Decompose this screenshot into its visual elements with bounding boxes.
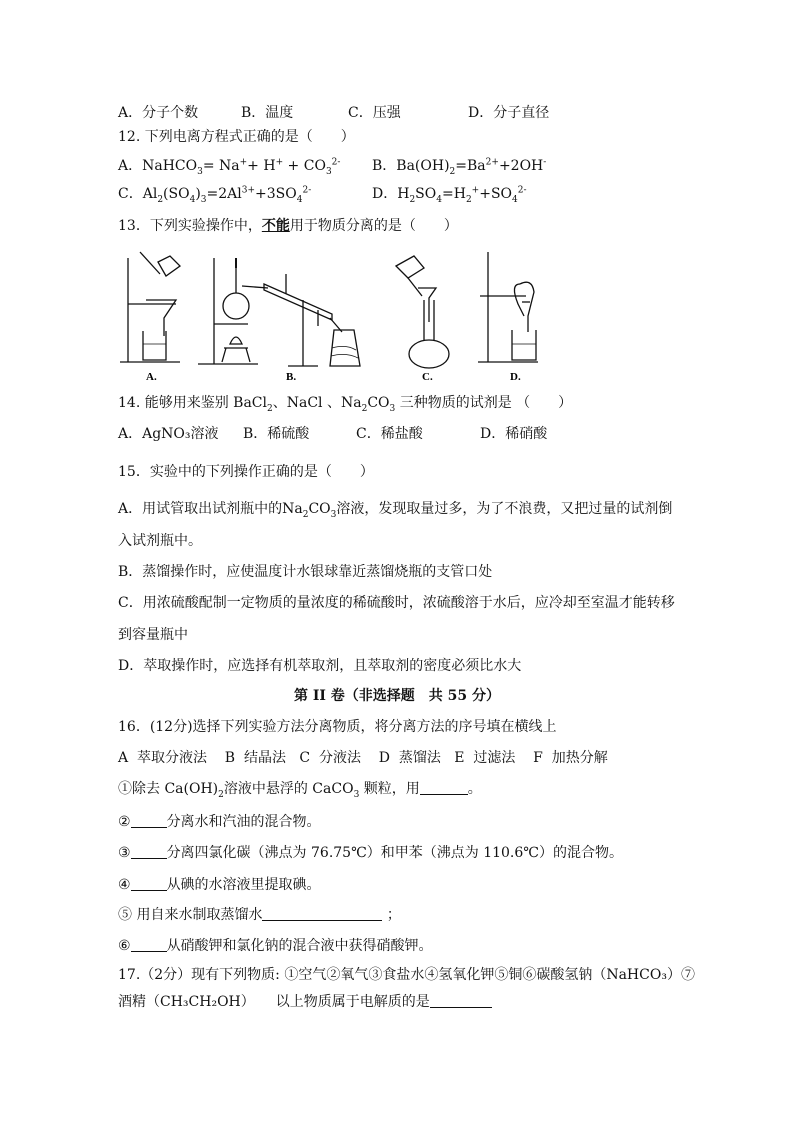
figure-label-a: A. (146, 371, 157, 383)
figure-label-d: D. (510, 371, 521, 383)
q15-stem: 15．实验中的下列操作正确的是（ ） (118, 464, 374, 480)
q15-option-c-line2: 到容量瓶中 (118, 627, 188, 643)
q12-option-b: B．$Ba(OH)_2=Ba^{2+}+2OH^-$ (372, 157, 547, 177)
apparatus-a-filtration (120, 252, 180, 362)
q16-stem: 16．(12分)选择下列实验方法分离物质，将分离方法的序号填在横线上 (118, 719, 557, 735)
q13-emphasis: 不能 (261, 218, 290, 234)
answer-blank-q17[interactable] (430, 993, 492, 1008)
lab-apparatus-figure (118, 244, 558, 386)
answer-blank-4[interactable] (131, 876, 167, 891)
apparatus-c-volumetric-flask (396, 256, 449, 368)
q11-option-a: A．分子个数 (118, 105, 199, 121)
q13-stem: 13．下列实验操作中，不能用于物质分离的是（ ） (118, 218, 458, 234)
q14-option-b: B．稀硫酸 (243, 426, 310, 442)
answer-blank-3[interactable] (131, 844, 167, 859)
q16-item-4: ④ 从碘的水溶液里提取碘。 (118, 877, 321, 893)
q14-option-a: A．AgNO₃溶液 (118, 426, 219, 442)
apparatus-d-separatory-funnel (478, 252, 538, 362)
q16-methods: A 萃取分液法 B 结晶法 C 分液法 D 蒸馏法 E 过滤法 F 加热分解 (118, 750, 608, 766)
q11-option-d: D．分子直径 (468, 105, 550, 121)
q12-option-a: A．NaHCO$_3$= $Na^++ H^+ + CO_3^{2-}$ (118, 157, 341, 177)
answer-blank-6[interactable] (131, 937, 167, 952)
q15-option-d: D．萃取操作时，应选择有机萃取剂，且萃取剂的密度必须比水大 (118, 658, 522, 674)
q11-option-c: C．压强 (348, 105, 401, 121)
q15-option-b: B．蒸馏操作时，应使温度计水银球靠近蒸馏烧瓶的支管口处 (118, 564, 493, 580)
q12-option-c: C．$Al_2(SO_4)_3=2Al^{3+}+3SO_4^{2-}$ (118, 185, 312, 205)
q14-option-d: D．稀硝酸 (480, 426, 548, 442)
q16-item-2: ② 分离水和汽油的混合物。 (118, 814, 321, 830)
answer-blank-5[interactable] (262, 906, 382, 921)
q15-option-a-line2: 入试剂瓶中。 (118, 533, 202, 549)
q15-option-c-line1: C．用浓硫酸配制一定物质的量浓度的稀硫酸时，浓硫酸溶于水后，应冷却至室温才能转移 (118, 595, 675, 611)
q14-stem: 14. 能够用来鉴别 BaCl$_2$、NaCl 、$Na_2CO_3$ 三种物质的试剂是 （ ） (118, 395, 573, 414)
q15-option-a-line1: A．用试管取出试剂瓶中的$Na_2CO_3$溶液，发现取量过多，为了不浪费，又把过量的试剂倒 (118, 501, 673, 520)
answer-blank-1[interactable] (420, 780, 468, 795)
q12-option-d: D．$H_2SO_4=H_2^++SO_4^{2-}$ (372, 185, 527, 205)
q16-item-5: ⑤ 用自来水制取蒸馏水 ； (118, 907, 401, 923)
q14-option-c: C．稀盐酸 (356, 426, 423, 442)
q16-item-6: ⑥ 从硝酸钾和氯化钠的混合液中获得硝酸钾。 (118, 938, 433, 954)
q16-item-1: ①除去 $Ca(OH)_2$溶液中悬浮的 CaCO$_3$ 颗粒，用 。 (118, 781, 482, 800)
section-2-title: 第 II 卷（非选择题 共 55 分） (293, 688, 501, 704)
q11-option-b: B．温度 (241, 105, 294, 121)
answer-blank-2[interactable] (131, 813, 167, 828)
q16-item-3: ③ 分离四氯化碳（沸点为 76.75℃）和甲苯（沸点为 110.6℃）的混合物。 (118, 845, 623, 861)
q12-stem: 12. 下列电离方程式正确的是（ ） (118, 129, 355, 145)
figure-label-b: B. (286, 371, 297, 383)
apparatus-b-distillation (198, 258, 360, 366)
q17-line-2: 酒精（CH₃CH₂OH） 以上物质属于电解质的是 (118, 993, 492, 1011)
q17-line-1: 17.（2分）现有下列物质: ①空气②氧气③食盐水④氢氧化钾⑤铜⑥碳酸氢钠（NaHCO₃）⑦ (118, 967, 695, 983)
figure-label-c: C. (422, 371, 433, 383)
